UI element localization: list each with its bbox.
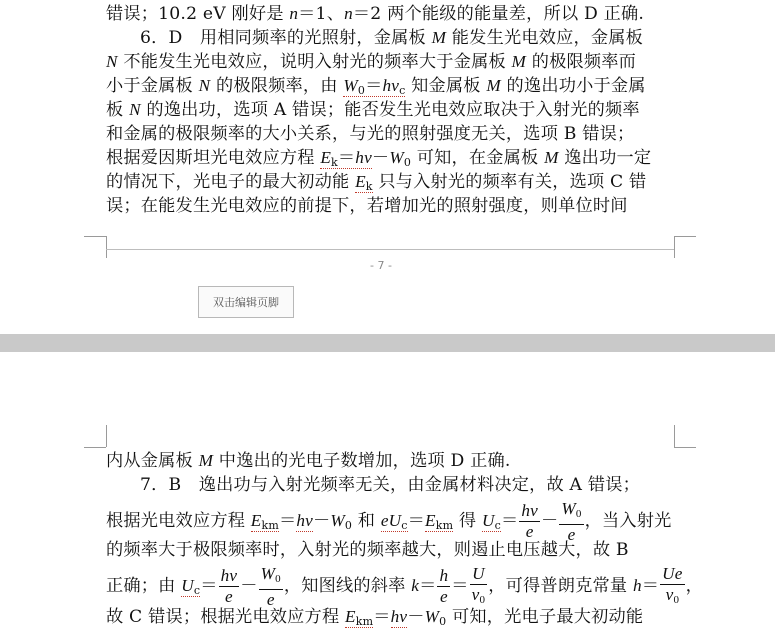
text-line: 误；在能发生光电效应的前提下，若增加光的照射强度，则单位时间	[106, 196, 628, 216]
text-line: 根据光电效应方程 $E_{km}=h\nu-W_0$ 和 $eU_c=E_{km}$ 得 $U_c=$ $\frac{h\nu}{e}$ － $\frac{W_0}{e}$ ，当入射光	[106, 498, 672, 544]
text-line: 错误；10.2 eV 刚好是 n＝1、n＝2 两个能级的能量差，所以 D 正确.	[106, 4, 645, 24]
crop-mark	[84, 236, 106, 237]
text-line: 正确；由 $U_c=$ $\frac{h\nu}{e}$ － $\frac{W_0}{e}$ ，知图线的斜率 k＝ $\frac{h}{e}$ ＝ $\frac{U}{\nu_0}$ ，可得普朗克常量 h＝ $\frac{Ue}{\nu_0}$ ，	[106, 563, 704, 609]
crop-mark	[674, 236, 675, 258]
text-line: 板 N 的逸出功，选项 A 错误；能否发生光电效应取决于入射光的频率	[106, 100, 640, 120]
page-gap	[0, 334, 775, 352]
text-line: 根据爱因斯坦光电效应方程 $E_k=h\nu-W_0$ 可知，在金属板 M 逸出功一定	[106, 148, 652, 169]
text-line: 7．B 逸出功与入射光频率无关，由金属材料决定，故 A 错误；	[140, 475, 640, 495]
edit-footer-button[interactable]: 双击编辑页脚	[198, 286, 294, 318]
text-line: 的情况下，光电子的最大初动能 $E_k$ 只与入射光的频率有关，选项 C 错	[106, 172, 647, 193]
text-line: 的频率大于极限频率时，入射光的频率越大，则遏止电压越大，故 B	[106, 540, 629, 560]
document-page-8	[0, 352, 775, 637]
crop-mark	[674, 236, 696, 237]
crop-mark	[674, 447, 696, 448]
page-7-body-text[interactable]	[106, 2, 676, 218]
text-line: 内从金属板 M 中逸出的光电子数增加，选项 D 正确.	[106, 451, 511, 471]
text-line: 和金属的极限频率的大小关系，与光的照射强度无关，选项 B 错误；	[106, 124, 635, 144]
crop-mark	[674, 425, 675, 447]
crop-mark	[106, 425, 107, 447]
page-number: - 7 -	[370, 259, 392, 272]
crop-mark	[106, 236, 107, 258]
crop-mark	[84, 447, 106, 448]
text-line: 故 C 错误；根据光电效应方程 $E_{km}=h\nu-W_0$ 可知，光电子最大初动能	[106, 607, 644, 628]
footer-separator	[106, 249, 674, 250]
text-line: 小于金属板 N 的极限频率，由 $W_0=h\nu_c$ 知金属板 M 的逸出功小于金属	[106, 76, 646, 97]
page-8-body-text[interactable]	[106, 449, 704, 629]
text-line: 6．D 用相同频率的光照射，金属板 M 能发生光电效应，金属板	[140, 28, 644, 48]
text-line: N 不能发生光电效应，说明入射光的频率大于金属板 M 的极限频率而	[106, 52, 637, 72]
